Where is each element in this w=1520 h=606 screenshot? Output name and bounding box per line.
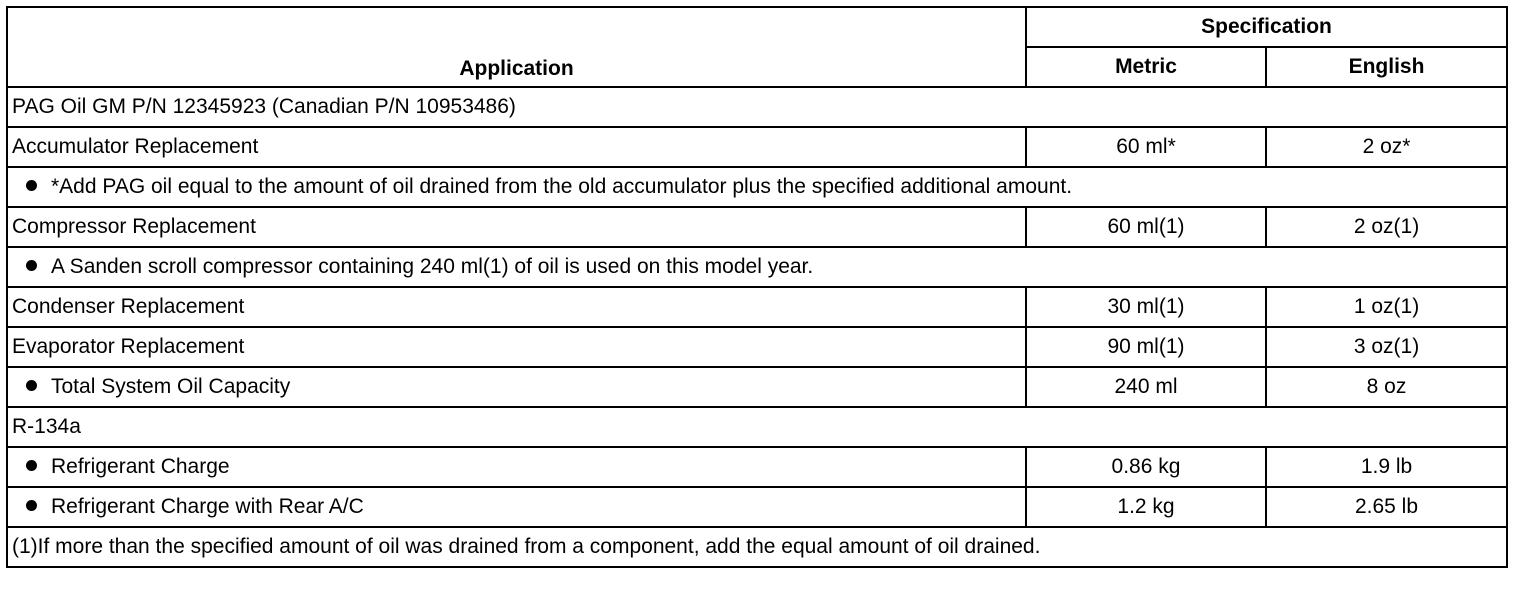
metric-cell: 60 ml(1) bbox=[1026, 207, 1266, 247]
english-cell: 1 oz(1) bbox=[1266, 287, 1507, 327]
application-cell: Evaporator Replacement bbox=[7, 327, 1026, 367]
application-text: Refrigerant Charge with Rear A/C bbox=[51, 495, 364, 518]
english-cell: 2 oz(1) bbox=[1266, 207, 1507, 247]
english-cell: 8 oz bbox=[1266, 367, 1507, 407]
application-cell bbox=[7, 367, 1026, 407]
footnote-row bbox=[7, 527, 1507, 567]
metric-cell: 30 ml(1) bbox=[1026, 287, 1266, 327]
table-row bbox=[7, 287, 1507, 327]
spec-table-container bbox=[6, 6, 1506, 568]
note-cell bbox=[7, 167, 1507, 207]
application-cell: Compressor Replacement bbox=[7, 207, 1026, 247]
table-row bbox=[7, 367, 1507, 407]
english-cell: 2.65 lb bbox=[1266, 487, 1507, 527]
bullet-icon bbox=[26, 460, 37, 471]
table-row bbox=[7, 127, 1507, 167]
application-cell: Condenser Replacement bbox=[7, 287, 1026, 327]
metric-cell: 90 ml(1) bbox=[1026, 327, 1266, 367]
bullet-icon bbox=[26, 500, 37, 511]
table-row bbox=[7, 247, 1507, 287]
section-label: R-134a bbox=[7, 407, 1507, 447]
english-cell: 2 oz* bbox=[1266, 127, 1507, 167]
note-text: *Add PAG oil equal to the amount of oil drained from the old accumulator plus the specified additional amount. bbox=[51, 175, 1073, 198]
metric-cell: 60 ml* bbox=[1026, 127, 1266, 167]
application-cell bbox=[7, 447, 1026, 487]
note-text: A Sanden scroll compressor containing 240 ml(1) of oil is used on this model year. bbox=[51, 255, 814, 278]
table-row bbox=[7, 447, 1507, 487]
section-label: PAG Oil GM P/N 12345923 (Canadian P/N 10953486) bbox=[7, 87, 1507, 127]
table-row bbox=[7, 327, 1507, 367]
note-cell bbox=[7, 247, 1507, 287]
metric-cell: 240 ml bbox=[1026, 367, 1266, 407]
application-cell bbox=[7, 487, 1026, 527]
bullet-icon bbox=[26, 380, 37, 391]
metric-cell: 1.2 kg bbox=[1026, 487, 1266, 527]
application-cell: Accumulator Replacement bbox=[7, 127, 1026, 167]
table-row bbox=[7, 87, 1507, 127]
metric-header: Metric bbox=[1026, 47, 1266, 87]
table-row bbox=[7, 407, 1507, 447]
metric-cell: 0.86 kg bbox=[1026, 447, 1266, 487]
english-cell: 3 oz(1) bbox=[1266, 327, 1507, 367]
table-row bbox=[7, 207, 1507, 247]
header-row-top bbox=[7, 7, 1507, 47]
specification-header: Specification bbox=[1026, 7, 1507, 47]
application-text: Total System Oil Capacity bbox=[51, 375, 291, 398]
footnote: (1)If more than the specified amount of oil was drained from a component, add the equal amount of oil drained. bbox=[7, 527, 1507, 567]
english-cell: 1.9 lb bbox=[1266, 447, 1507, 487]
table-row bbox=[7, 487, 1507, 527]
application-header: Application bbox=[7, 7, 1026, 87]
application-text: Refrigerant Charge bbox=[51, 455, 230, 478]
specification-table bbox=[6, 6, 1508, 568]
bullet-icon bbox=[26, 260, 37, 271]
bullet-icon bbox=[26, 180, 37, 191]
english-header: English bbox=[1266, 47, 1507, 87]
table-row bbox=[7, 167, 1507, 207]
